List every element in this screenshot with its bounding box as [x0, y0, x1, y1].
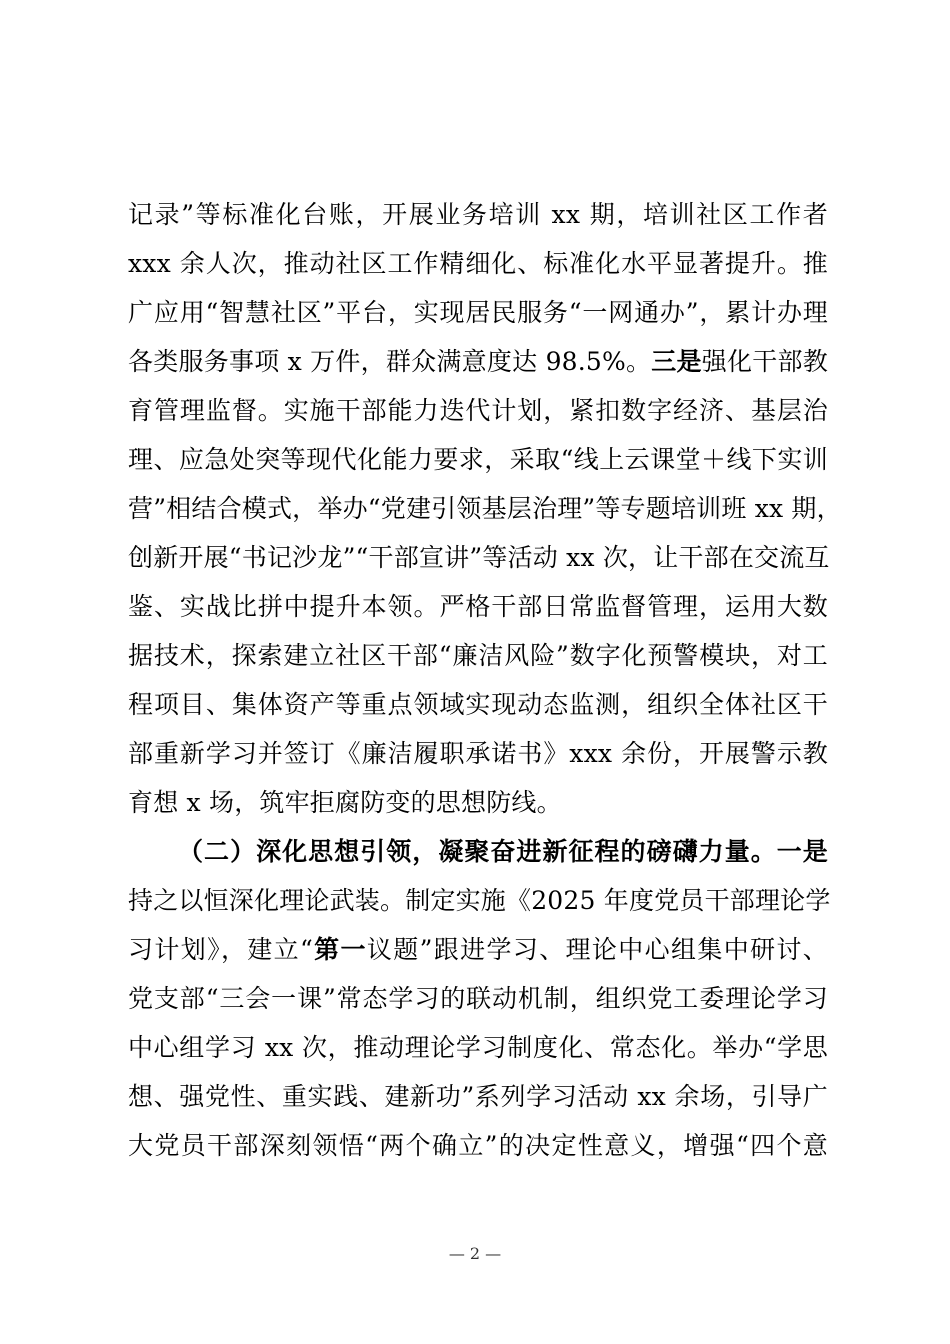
text-run: 党支部“三会一课”常态学习的联动机制，组织党工委理论学习	[128, 984, 828, 1013]
text-run: 育想 x 场，筑牢拒腐防变的思想防线。	[128, 788, 562, 817]
text-run: 理、应急处突等现代化能力要求，采取“线上云课堂＋线下实训	[128, 445, 828, 474]
text-line	[128, 288, 828, 337]
text-run: 习计划》，建立“	[128, 935, 313, 964]
text-line	[128, 533, 828, 582]
text-run: 记录”等标准化台账，开展业务培训 xx 期，培训社区工作者	[128, 200, 828, 229]
text-line	[128, 582, 828, 631]
bold-text-run: （二）深化思想引领，凝聚奋进新征程的磅礴力量。一是	[178, 837, 828, 866]
text-run: 强化干部教	[701, 347, 828, 376]
text-line	[128, 827, 828, 876]
text-run: 程项目、集体资产等重点领域实现动态监测，组织全体社区干	[128, 690, 828, 719]
text-run: 育管理监督。实施干部能力迭代计划，紧扣数字经济、基层治	[128, 396, 828, 425]
text-line	[128, 925, 828, 974]
text-line	[128, 484, 842, 533]
text-run: 各类服务事项 x 万件，群众满意度达 98.5%。	[128, 347, 652, 376]
page-number: — 2 —	[448, 1244, 502, 1263]
text-line	[128, 239, 828, 288]
text-run: 创新开展“书记沙龙”“干部宣讲”等活动 xx 次，让干部在交流互	[128, 543, 830, 572]
text-run: 中心组学习 xx 次，推动理论学习制度化、常态化。举办“学思	[128, 1033, 828, 1062]
text-line	[128, 778, 828, 827]
text-run: 想、强党性、重实践、建新功”系列学习活动 xx 余场，引导广	[128, 1082, 828, 1111]
text-line	[128, 876, 831, 925]
text-line	[128, 337, 828, 386]
text-line	[128, 974, 828, 1023]
text-run: 鉴、实战比拼中提升本领。严格干部日常监督管理，运用大数	[128, 592, 828, 621]
text-line	[128, 631, 828, 680]
text-run: xxx 余人次，推动社区工作精细化、标准化水平显著提升。推	[128, 249, 828, 278]
bold-text-run: 三是	[651, 347, 702, 376]
text-run: 据技术，探索建立社区干部“廉洁风险”数字化预警模块，对工	[128, 641, 828, 670]
bold-text-run: 第一	[313, 935, 367, 964]
text-line	[128, 386, 828, 435]
body-text	[128, 190, 842, 1170]
text-run: 议题”跟进学习、理论中心组集中研讨、	[366, 935, 828, 964]
text-line	[128, 1072, 828, 1121]
text-line	[128, 1023, 828, 1072]
text-line	[128, 190, 828, 239]
text-line	[128, 729, 828, 778]
text-run: 广应用“智慧社区”平台，实现居民服务“一网通办”，累计办理	[128, 298, 828, 327]
text-run: 部重新学习并签订《廉洁履职承诺书》xxx 余份，开展警示教	[128, 739, 828, 768]
text-run: 持之以恒深化理论武装。制定实施《2025 年度党员干部理论学	[128, 886, 831, 915]
text-line	[128, 435, 828, 484]
text-line	[128, 680, 828, 729]
text-run: 营”相结合模式，举办“党建引领基层治理”等专题培训班 xx 期，	[128, 494, 842, 523]
text-line	[128, 1121, 828, 1170]
text-run: 大党员干部深刻领悟“两个确立”的决定性意义，增强“四个意	[128, 1131, 828, 1160]
